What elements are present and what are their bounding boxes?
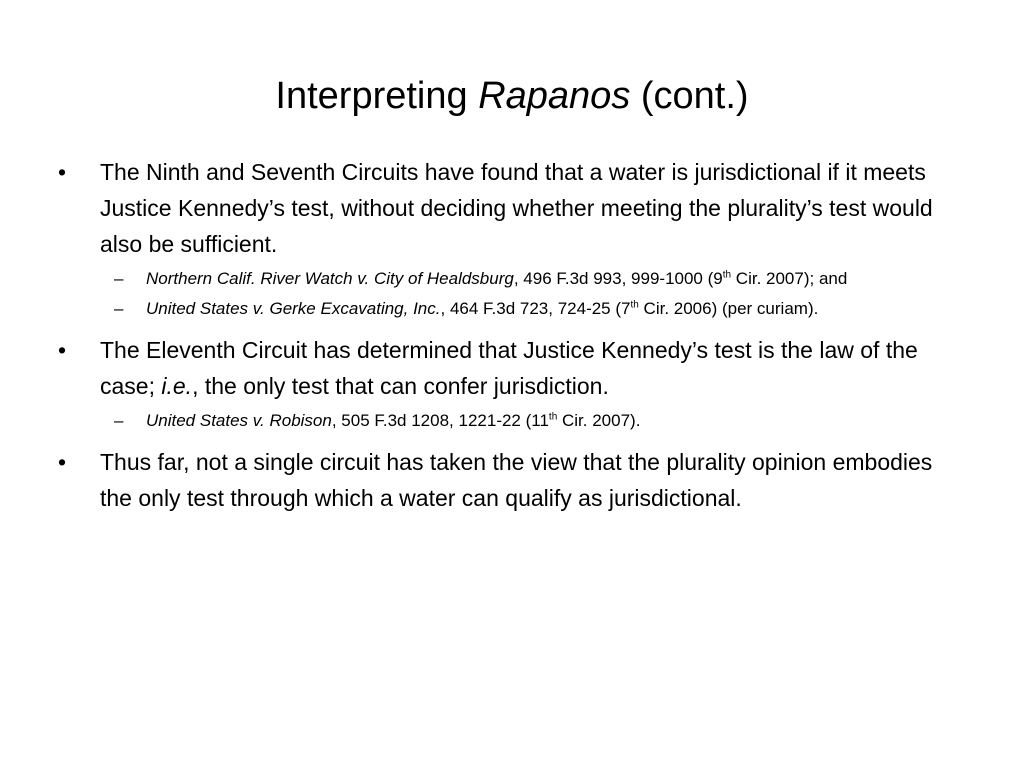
bullet-item: [58, 332, 958, 404]
bullet-text: , the only test that can confer jurisdiction.: [192, 373, 609, 399]
sub-bullet-item: [58, 295, 958, 322]
ordinal-sup: th: [630, 299, 639, 311]
case-name: United States v. Gerke Excavating, Inc.: [146, 299, 441, 318]
case-name: Northern Calif. River Watch v. City of Healdsburg: [146, 269, 514, 288]
slide-title: [0, 72, 1024, 120]
ordinal-sup: th: [548, 411, 558, 423]
citation-text: Cir. 2007).: [557, 411, 641, 430]
bullet-text: The Ninth and Seventh Circuits have found that a water is jurisdictional if it meets Justice Kennedy’s test, without deciding whether meeting the plurality’s test would also be sufficient.: [100, 159, 933, 257]
bullet-dot-icon: •: [58, 337, 67, 363]
bullet-italic: i.e.: [161, 373, 193, 399]
bullet-item: [58, 444, 958, 516]
bullet-text: Thus far, not a single circuit has taken the view that the plurality opinion embodies the only test through which a water can qualify as jurisdictional.: [100, 449, 933, 511]
slide-body: [58, 150, 958, 516]
sub-bullet-item: [58, 265, 958, 292]
citation-text: Cir. 2007); and: [731, 269, 848, 288]
bullet-text: The Eleventh Circuit has determined that Justice Kennedy’s test is the law of the case;: [100, 337, 918, 399]
dash-icon: –: [114, 299, 124, 318]
citation-text: , 496 F.3d 993, 999-1000 (9: [513, 269, 723, 288]
case-name: United States v. Robison: [146, 411, 332, 430]
sub-bullet-item: [58, 407, 958, 434]
title-italic-case: Rapanos: [478, 75, 631, 117]
dash-icon: –: [114, 269, 124, 288]
citation-text: , 505 F.3d 1208, 1221-22 (11: [331, 411, 549, 430]
bullet-dot-icon: •: [58, 449, 67, 475]
bullet-item: [58, 154, 958, 262]
citation-text: Cir. 2006) (per curiam).: [638, 299, 819, 318]
bullet-dot-icon: •: [58, 159, 67, 185]
title-prefix: Interpreting: [275, 75, 479, 117]
citation-text: , 464 F.3d 723, 724-25 (7: [440, 299, 631, 318]
ordinal-sup: th: [722, 269, 732, 281]
dash-icon: –: [114, 411, 124, 430]
title-suffix: (cont.): [630, 75, 749, 117]
